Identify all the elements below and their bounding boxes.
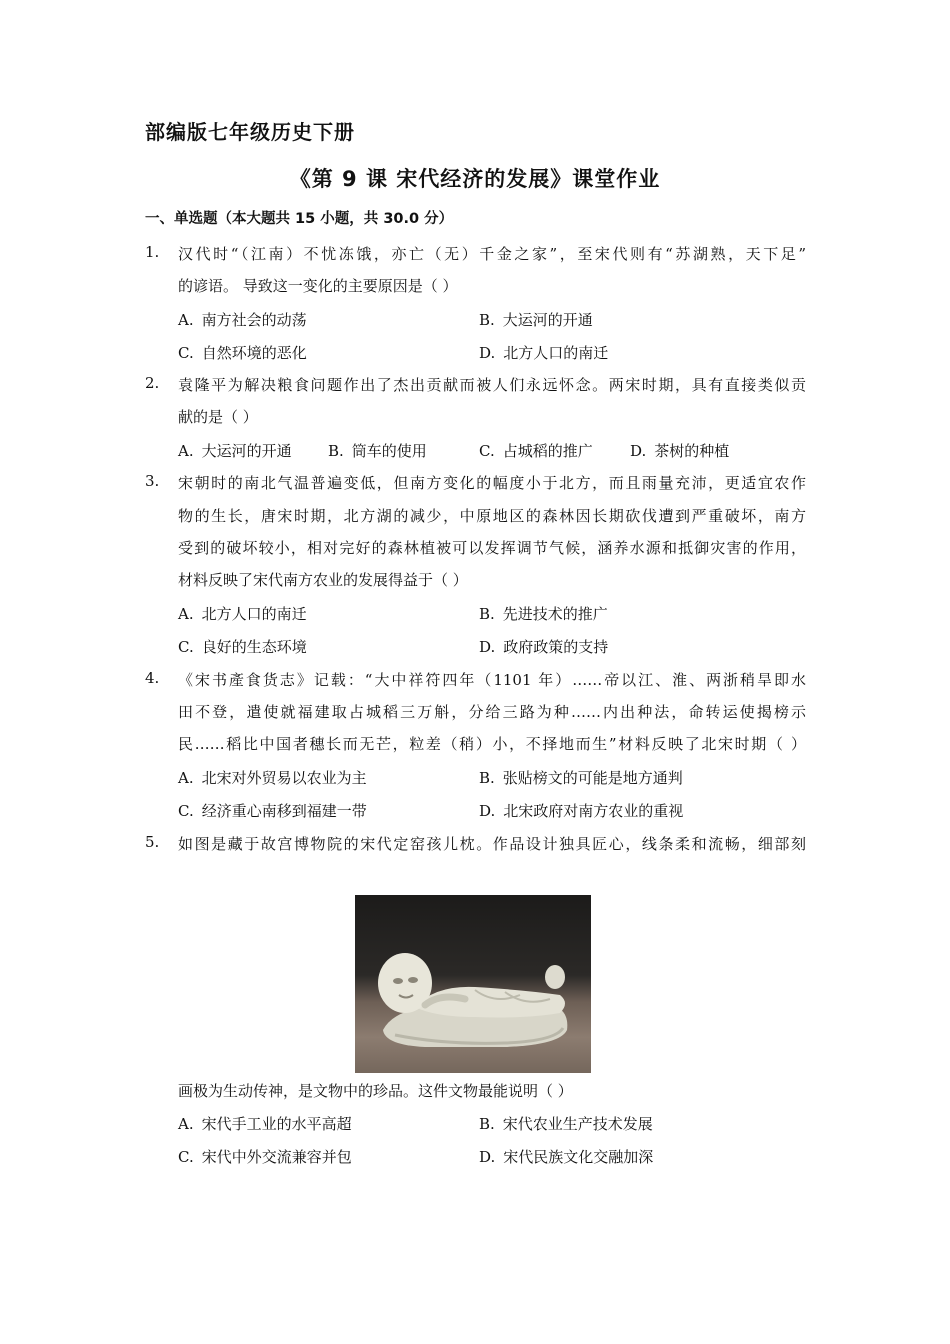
document-subtitle: 《第 9 课 宋代经济的发展》课堂作业 (289, 167, 661, 191)
porcelain-pillow-image (355, 895, 591, 1073)
question-text-line: 宋朝时的南北气温普遍变低，但南方变化的幅度小于北方，而且雨量充沛，更适宜农作 (178, 474, 806, 492)
option-c[interactable]: C. 良好的生态环境 (178, 638, 307, 656)
option-d[interactable]: D. 政府政策的支持 (479, 638, 609, 656)
question-text-line: 《宋书產食货志》记载：“大中祥符四年（1101 年）……帝以江、淮、两浙稍旱即水 (178, 671, 806, 689)
option-d[interactable]: D. 宋代民族文化交融加深 (479, 1148, 654, 1166)
question-text-line: 袁隆平为解决粮食问题作出了杰出贡献而被人们永远怀念。两宋时期，具有直接类似贡 (178, 376, 806, 394)
option-a[interactable]: A. 南方社会的动荡 (178, 311, 307, 329)
option-c[interactable]: C. 经济重心南移到福建一带 (178, 802, 367, 820)
option-a[interactable]: A. 大运河的开通 (178, 442, 292, 460)
question-number: 3. (145, 472, 160, 490)
question-text-line: 物的生长，唐宋时期，北方湖的减少，中原地区的森林因长期砍伐遭到严重破坏，南方 (178, 507, 806, 525)
option-b[interactable]: B. 大运河的开通 (479, 311, 593, 329)
question-number: 5. (145, 833, 160, 851)
option-a[interactable]: A. 宋代手工业的水平高超 (178, 1115, 352, 1133)
document-title: 部编版七年级历史下册 (145, 120, 355, 144)
option-b[interactable]: B. 张贴榜文的可能是地方通判 (479, 769, 683, 787)
question-text-line: 材料反映了宋代南方农业的发展得益于（ ） (178, 571, 468, 589)
artifact-photo (355, 895, 591, 1073)
option-b[interactable]: B. 筒车的使用 (328, 442, 427, 460)
option-c[interactable]: C. 自然环境的恶化 (178, 344, 307, 362)
question-text-line: 田不登，遣使就福建取占城稻三万斛，分给三路为种……内出种法，命转运使揭榜示 (178, 703, 806, 721)
section-heading: 一、单选题（本大题共 15 小题，共 30.0 分） (145, 211, 454, 227)
option-c[interactable]: C. 占城稻的推广 (479, 442, 593, 460)
question-number: 1. (145, 243, 160, 261)
question-text-line: 的谚语。 导致这一变化的主要原因是（ ） (178, 277, 458, 295)
question-text-line: 汉代时“（江南）不忧冻饿，亦亡（无）千金之家”，至宋代则有“苏湖熟，天下足” (178, 245, 806, 263)
option-a[interactable]: A. 北宋对外贸易以农业为主 (178, 769, 367, 787)
option-d[interactable]: D. 茶树的种植 (630, 442, 730, 460)
option-b[interactable]: B. 先进技术的推广 (479, 605, 608, 623)
option-d[interactable]: D. 北宋政府对南方农业的重视 (479, 802, 684, 820)
question-text-line: 如图是藏于故宫博物院的宋代定窑孩儿枕。作品设计独具匠心，线条柔和流畅，细部刻 (178, 835, 806, 853)
question-text-line: 受到的破坏较小，相对完好的森林植被可以发挥调节气候，涵养水源和抵御灾害的作用， (178, 539, 806, 557)
question-number: 4. (145, 669, 160, 687)
question-text-line: 民……稻比中国者穗长而无芒，粒差（稍）小，不择地而生”材料反映了北宋时期（ ） (178, 735, 806, 753)
option-b[interactable]: B. 宋代农业生产技术发展 (479, 1115, 653, 1133)
option-d[interactable]: D. 北方人口的南迁 (479, 344, 609, 362)
question-text-line: 献的是（ ） (178, 408, 258, 426)
question-number: 2. (145, 374, 160, 392)
option-c[interactable]: C. 宋代中外交流兼容并包 (178, 1148, 352, 1166)
question-text-line: 画极为生动传神，是文物中的珍品。这件文物最能说明（ ） (178, 1082, 573, 1100)
option-a[interactable]: A. 北方人口的南迁 (178, 605, 307, 623)
